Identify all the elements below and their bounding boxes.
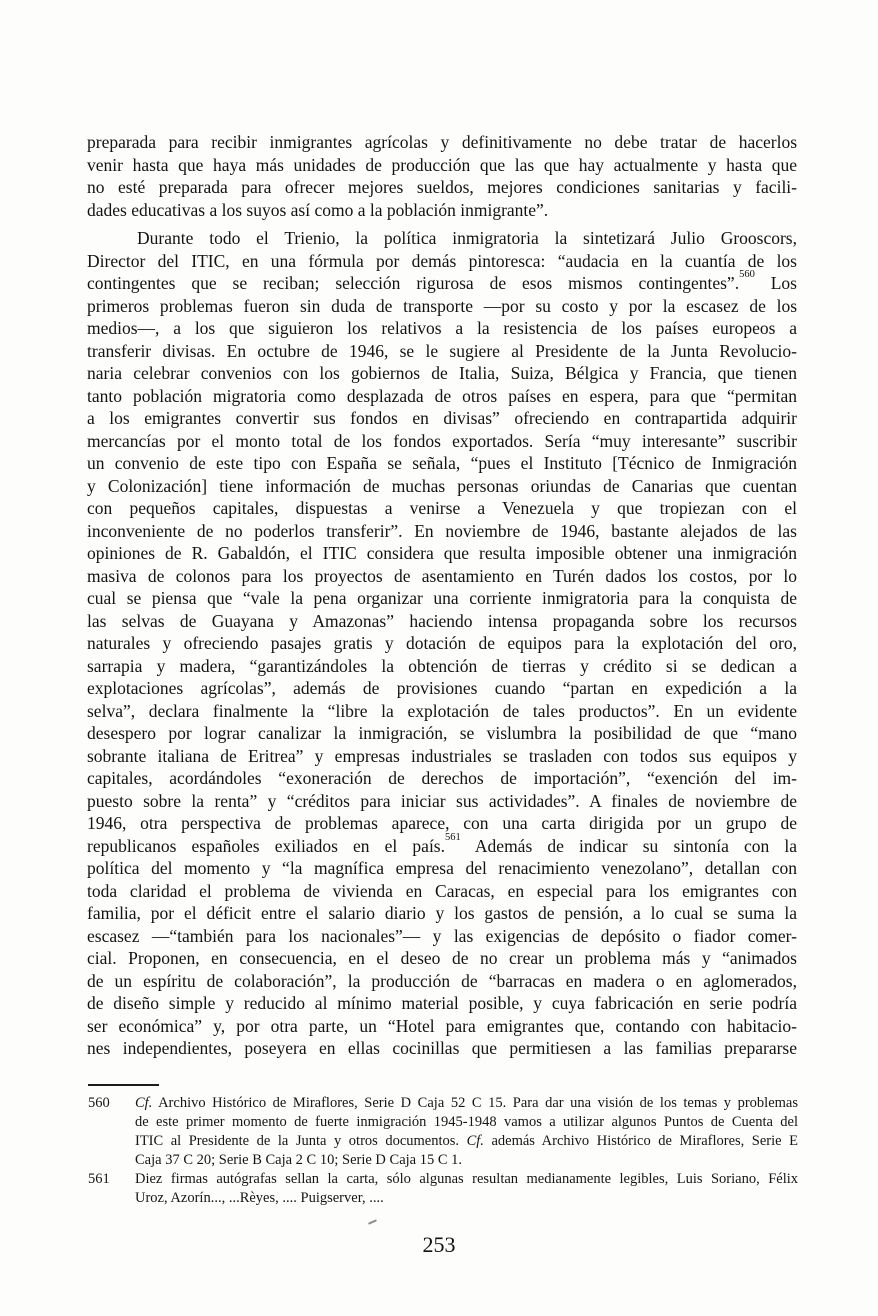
text-line: cual se piensa que “vale la pena organizar una corriente inmigratoria para la conquista de bbox=[87, 588, 797, 608]
footnote-line: Diez firmas autógrafas sellan la carta, sólo algunas resultan medianamente legibles, Luis Soriano, Félix bbox=[135, 1171, 798, 1187]
text-line: puesto sobre la renta” y “créditos para iniciar sus actividades”. A finales de noviembre de bbox=[87, 790, 797, 811]
page-number: 253 bbox=[422, 1232, 456, 1257]
text-line: y Colonización] tiene información de muchas personas oriundas de Canarias que cuentan bbox=[87, 475, 797, 496]
text-line: transferir divisas. En octubre de 1946, se le sugiere al Presidente de la Junta Revolucio- bbox=[87, 340, 797, 361]
text-line: capitales, acordándoles “exoneración de derechos de importación”, “exención del im- bbox=[87, 768, 797, 788]
text-line: familia, por el déficit entre el salario diario y los gastos de pensión, a lo cual se suma la bbox=[87, 903, 797, 923]
scan-artifact bbox=[368, 1219, 377, 1224]
text-line: primeros problemas fueron sin duda de transporte —por su costo y por la escasez de los bbox=[87, 295, 797, 316]
text-line: venir hasta que haya más unidades de producción que las que hay actualmente y hasta que bbox=[87, 154, 797, 175]
text-line: 1946, otra perspectiva de problemas aparece, con una carta dirigida por un grupo de bbox=[87, 813, 797, 833]
footnote-line: Uroz, Azorín..., ...Rèyes, .... Puigserver, .... bbox=[135, 1190, 384, 1206]
footnote-ref-560: 560 bbox=[739, 269, 755, 281]
text-line: dades educativas a los suyos así como a la población inmigrante”. bbox=[87, 199, 549, 220]
text-line bbox=[87, 831, 798, 858]
text-line: tanto población migratoria como desplazada de otros países en espera, para que “permitan bbox=[87, 385, 797, 406]
text-line: escasez —“también para los nacionales”— y las exigencias de depósito o fiador comer- bbox=[87, 925, 797, 946]
text-segment: republicanos españoles exiliados en el país. bbox=[87, 835, 445, 856]
text-line: naturales y ofreciendo pasajes gratis y dotación de equipos para la explotación del oro, bbox=[87, 633, 797, 653]
text-segment: Archivo Histórico de Miraflores, Serie D Caja 52 C 15. Para dar una visión de los temas y problemas bbox=[152, 1095, 798, 1111]
text-line: toda claridad el problema de vivienda en Caracas, en especial para los emigrantes con bbox=[87, 880, 797, 901]
text-line: desespero por lograr canalizar la inmigración, se vislumbra la posibilidad de que “mano bbox=[87, 723, 797, 743]
citation-abbrev: Cf. bbox=[135, 1095, 153, 1111]
text-line: sobrante italiana de Eritrea” y empresas industriales se trasladen con todos sus equipos y bbox=[87, 745, 797, 766]
footnote-line bbox=[135, 1094, 798, 1113]
text-segment: ITIC al Presidente de la Junta y otros documentos. bbox=[135, 1133, 467, 1149]
footnote-text bbox=[135, 1170, 798, 1208]
footnote-number: 561 bbox=[88, 1171, 110, 1187]
text-line: política del momento y “la magnífica empresa del renacimiento venezolano”, detallan con bbox=[87, 858, 797, 878]
text-segment: contingentes que se reciban; selección rigurosa de esos mismos contingentes”. bbox=[87, 273, 740, 293]
text-line: preparada para recibir inmigrantes agrícolas y definitivamente no debe tratar de hacerlos bbox=[87, 132, 797, 152]
text-line: selva”, declara finalmente la “libre la explotación de tales productos”. En un evidente bbox=[87, 700, 797, 721]
text-line: explotaciones agrícolas”, además de provisiones cuando “partan en expedición a la bbox=[87, 678, 797, 698]
text-line: cial. Proponen, en consecuencia, en el deseo de no crear un problema más y “animados bbox=[87, 948, 797, 968]
text-line: no esté preparada para ofrecer mejores sueldos, mejores condiciones sanitarias y facili- bbox=[87, 177, 797, 197]
footnotes bbox=[88, 1094, 798, 1208]
footnote-560 bbox=[88, 1094, 798, 1170]
text-line: Director del ITIC, en una fórmula por demás pintoresca: “audacia en la cuantía de los bbox=[87, 250, 797, 271]
text-line: masiva de colonos para los proyectos de asentamiento en Turén dados los costos, por lo bbox=[87, 565, 797, 586]
footnote-number: 560 bbox=[88, 1095, 110, 1111]
footnote-line bbox=[135, 1132, 798, 1151]
text-line: de un espíritu de colaboración”, la producción de “barracas en madera o en aglomerados, bbox=[87, 970, 797, 991]
text-line: sarrapia y madera, “garantizándoles la obtención de tierras y crédito si se dedican a bbox=[87, 655, 797, 676]
footnote-separator bbox=[88, 1084, 159, 1086]
text-line: las selvas de Guayana y Amazonas” haciendo intensa propaganda sobre los recursos bbox=[87, 610, 797, 631]
text-line: de diseño simple y reducido al mínimo material posible, y cuya fabricación en serie podría bbox=[87, 993, 797, 1013]
text-line: naria celebrar convenios con los gobiernos de Italia, Suiza, Bélgica y Francia, que tienen bbox=[87, 363, 797, 383]
footnote-561 bbox=[88, 1170, 798, 1208]
text-segment: Los bbox=[754, 273, 797, 293]
text-line: mercancías por el monto total de los fondos exportados. Sería “muy interesante” suscribir bbox=[87, 430, 797, 451]
text-line: opiniones de R. Gabaldón, el ITIC considera que resulta imposible obtener una inmigración bbox=[87, 543, 797, 563]
footnote-ref-561: 561 bbox=[445, 831, 461, 843]
text-line: inconveniente de no poderlos transferir”. En noviembre de 1946, bastante alejados de las bbox=[87, 520, 797, 541]
text-line: nes independientes, poseyera en ellas cocinillas que permitiesen a las familias prepararse bbox=[87, 1038, 797, 1058]
text-line: medios—, a los que siguieron los relativos a la resistencia de los países europeos a bbox=[87, 318, 797, 338]
paragraph-1 bbox=[87, 131, 797, 221]
text-line bbox=[87, 269, 797, 295]
text-line: un convenio de este tipo con España se señala, “pues el Instituto [Técnico de Inmigración bbox=[87, 453, 797, 473]
footnote-line: Caja 37 C 20; Serie B Caja 2 C 10; Serie D Caja 15 C 1. bbox=[135, 1152, 463, 1168]
body-text bbox=[87, 131, 797, 1060]
footnote-line: de este primer momento de fuerte inmigración 1945-1948 vamos a utilizar algunos Puntos de Cuenta del bbox=[135, 1114, 798, 1130]
text-line: con pequeños capitales, dispuestas a venirse a Venezuela y que tropiezan con el bbox=[87, 498, 797, 518]
text-segment: Además de indicar su sintonía con la bbox=[460, 835, 798, 856]
text-line: ser económica” y, por otra parte, un “Hotel para emigrantes que, contando con habitacio- bbox=[87, 1015, 797, 1036]
text-line: Durante todo el Trienio, la política inmigratoria la sintetizará Julio Grooscors, bbox=[137, 228, 797, 248]
text-segment: además Archivo Histórico de Miraflores, Serie E bbox=[483, 1133, 798, 1149]
footnote-text bbox=[135, 1094, 798, 1170]
citation-abbrev: Cf. bbox=[466, 1133, 484, 1149]
text-line: a los emigrantes convertir sus fondos en divisas” ofreciendo en contrapartida adquirir bbox=[87, 408, 797, 428]
paragraph-2 bbox=[87, 227, 797, 1060]
